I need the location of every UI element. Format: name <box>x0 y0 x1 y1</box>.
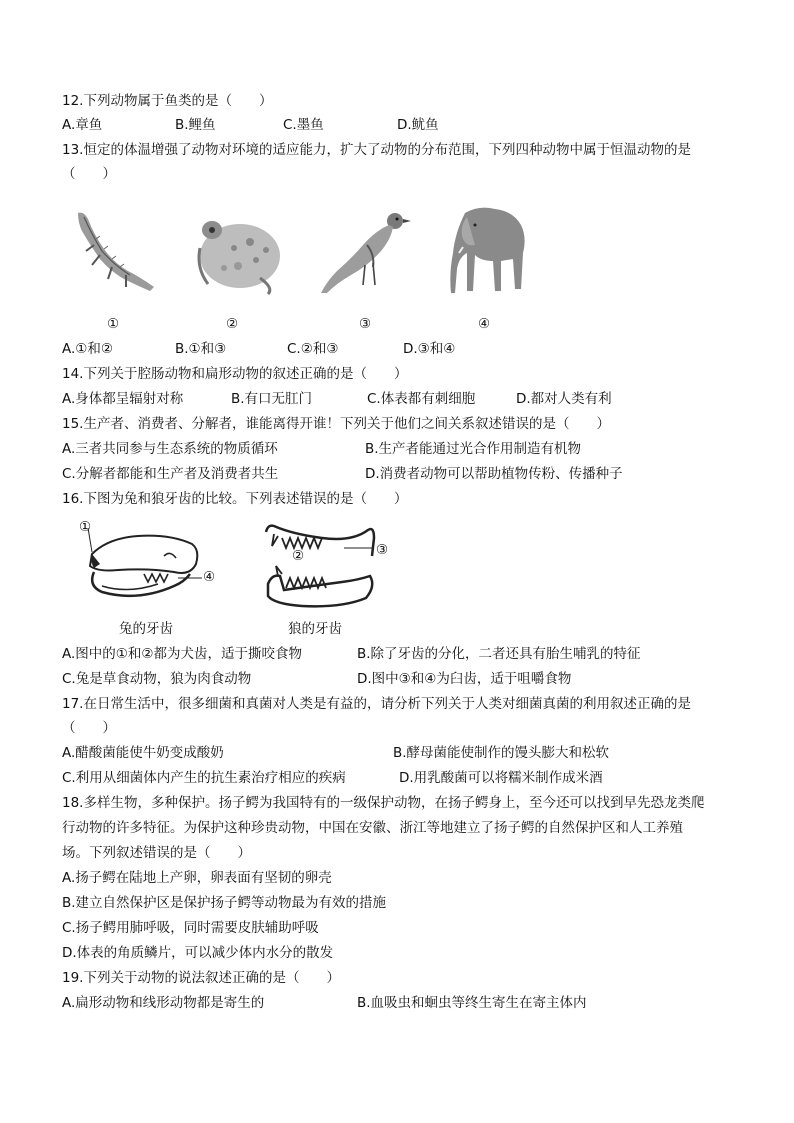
wolf-mark-2: ② <box>292 548 305 564</box>
bird-illustration <box>315 205 415 300</box>
q19-option-a: A.扁形动物和线形动物都是寄生的 <box>62 995 265 1011</box>
q19-stem: 19.下列关于动物的说法叙述正确的是（ ） <box>62 970 340 986</box>
q13-stem: 13.恒定的体温增强了动物对环境的适应能力，扩大了动物的分布范围，下列四种动物中属于恒温动物的是 <box>62 142 691 158</box>
q18-option-b: B.建立自然保护区是保护扬子鳄等动物最为有效的措施 <box>62 895 387 911</box>
q17-option-c: C.利用从细菌体内产生的抗生素治疗相应的疾病 <box>62 770 346 786</box>
q14-option-b: B.有口无肛门 <box>231 391 313 407</box>
rabbit-mark-4: ④ <box>203 569 216 585</box>
crocodile-illustration <box>70 205 160 300</box>
q12-option-d: D.鱿鱼 <box>397 117 439 133</box>
wolf-mark-3: ③ <box>376 542 389 558</box>
animal-label-2: ② <box>226 316 239 332</box>
q19-option-b: B.血吸虫和蛔虫等终生寄生在寄主体内 <box>357 995 587 1011</box>
q13-option-d: D.③和④ <box>403 341 456 357</box>
q14-option-c: C.体表都有刺细胞 <box>367 391 476 407</box>
q18-option-d: D.体表的角质鳞片，可以减少体内水分的散发 <box>62 945 334 961</box>
q13-option-c: C.②和③ <box>287 341 339 357</box>
animal-label-1: ① <box>107 316 120 332</box>
q16-option-a: A.图中的①和②都为犬齿，适于撕咬食物 <box>62 646 302 662</box>
q17-option-b: B.酵母菌能使制作的馒头膨大和松软 <box>393 745 610 761</box>
q18-option-c: C.扬子鳄用肺呼吸，同时需要皮肤辅助呼吸 <box>62 920 319 936</box>
q12-option-a: A.章鱼 <box>62 117 103 133</box>
q18-stem: 18.多样生物，多种保护。扬子鳄为我国特有的一级保护动物，在扬子鳄身上，至今还可以找到早先恐龙类爬 <box>62 795 705 811</box>
q14-option-a: A.身体都呈辐射对称 <box>62 391 184 407</box>
q13-stem-cont: （ ） <box>62 166 116 182</box>
wolf-teeth-diagram <box>262 516 392 621</box>
q15-stem: 15.生产者、消费者、分解者，谁能离得开谁！下列关于他们之间关系叙述错误的是（ ） <box>62 416 610 432</box>
q16-option-d: D.图中③和④为臼齿，适于咀嚼食物 <box>357 671 572 687</box>
q16-option-c: C.兔是草食动物，狼为肉食动物 <box>62 671 252 687</box>
q13-option-a: A.①和② <box>62 341 113 357</box>
animal-label-3: ③ <box>359 316 372 332</box>
q16-option-b: B.除了牙齿的分化，二者还具有胎生哺乳的特征 <box>357 646 641 662</box>
q18-stem-cont-1: 行动物的许多特征。为保护这种珍贵动物，中国在安徽、浙江等地建立了扬子鳄的自然保护区和人工养殖 <box>62 820 683 836</box>
q13-option-b: B.①和③ <box>175 341 227 357</box>
rabbit-mark-1: ① <box>79 519 92 535</box>
q17-stem-cont: （ ） <box>62 720 116 736</box>
q12-option-c: C.墨鱼 <box>283 117 324 133</box>
rabbit-caption: 兔的牙齿 <box>119 621 173 637</box>
q12-stem: 12.下列动物属于鱼类的是（ ） <box>62 93 273 109</box>
q14-stem: 14.下列关于腔肠动物和扁形动物的叙述正确的是（ ） <box>62 366 408 382</box>
q12-option-b: B.鲤鱼 <box>175 117 216 133</box>
q15-option-a: A.三者共同参与生态系统的物质循环 <box>62 441 278 457</box>
toad-illustration <box>190 208 285 298</box>
q15-option-b: B.生产者能通过光合作用制造有机物 <box>365 441 582 457</box>
animal-label-4: ④ <box>478 316 491 332</box>
q17-stem: 17.在日常生活中，很多细菌和真菌对人类是有益的，请分析下列关于人类对细菌真菌的利用叙述正确的是 <box>62 696 691 712</box>
q18-option-a: A.扬子鳄在陆地上产卵，卵表面有坚韧的卵壳 <box>62 870 332 886</box>
q14-option-d: D.都对人类有利 <box>516 391 612 407</box>
q15-option-d: D.消费者动物可以帮助植物传粉、传播种子 <box>365 466 623 482</box>
q15-option-c: C.分解者都能和生产者及消费者共生 <box>62 466 279 482</box>
q16-stem: 16.下图为兔和狼牙齿的比较。下列表述错误的是（ ） <box>62 491 408 507</box>
q18-stem-cont-2: 场。下列叙述错误的是（ ） <box>62 845 251 861</box>
wolf-caption: 狼的牙齿 <box>288 621 342 637</box>
q17-option-a: A.醋酸菌能使牛奶变成酸奶 <box>62 745 224 761</box>
q17-option-d: D.用乳酸菌可以将糯米制作成米酒 <box>399 770 603 786</box>
elephant-illustration <box>445 203 530 298</box>
